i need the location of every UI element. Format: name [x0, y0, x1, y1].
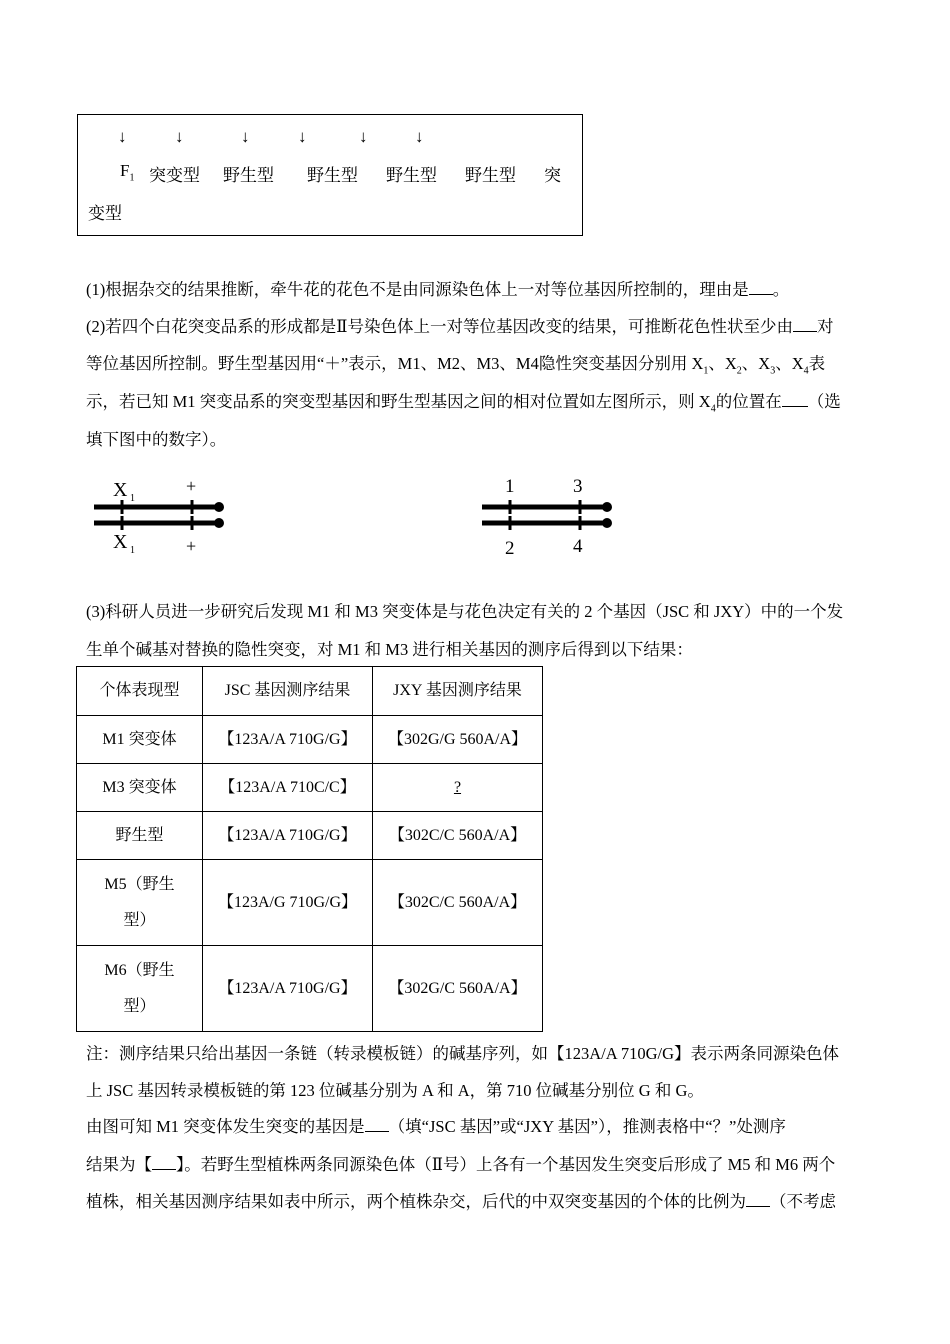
arrow: ↓: [118, 127, 127, 146]
arrow: ↓: [298, 127, 307, 146]
question-2-line-1: (2)若四个白花突变品系的形成都是Ⅱ号染色体上一对等位基因改变的结果，可推断花色性状至少由 对: [86, 317, 834, 336]
question-3-line-2: 生单个碱基对替换的隐性突变，对 M1 和 M3 进行相关基因的测序后得到以下结果：: [86, 640, 693, 659]
table-header-row: [77, 667, 543, 716]
table-row: [77, 716, 543, 764]
centromere: [214, 518, 224, 528]
table-header: JXY 基因测序结果: [373, 667, 543, 716]
note-line-1: 注：测序结果只给出基因一条链（转录模板链）的碱基序列，如【123A/A 710G/G】表示两条同源染色体: [86, 1044, 840, 1063]
table-cell: 【123A/A 710G/G】: [203, 812, 373, 860]
table-cell: 【123A/G 710G/G】: [203, 860, 373, 946]
sequencing-table: [76, 666, 543, 1032]
phenotype: 突: [544, 166, 561, 185]
table-cell: M1 突变体: [77, 716, 203, 764]
arrow: ↓: [415, 127, 424, 146]
answer-blank[interactable]: [365, 1117, 389, 1132]
centromere: [602, 502, 612, 512]
locus-subscript: 1: [130, 545, 135, 556]
position-label: 4: [573, 536, 583, 557]
tail-line-3: 植株，相关基因测序结果如表中所示，两个植株杂交，后代的中双突变基因的个体的比例为 （不考虑: [86, 1192, 836, 1211]
table-cell: 【123A/A 710G/G】: [203, 946, 373, 1032]
chromosome-diagram-left: [88, 470, 238, 562]
phenotype: 野生型: [307, 166, 358, 185]
table-row: [77, 812, 543, 860]
table-row: [77, 764, 543, 812]
unknown-value[interactable]: ?: [453, 778, 462, 796]
position-label: 1: [505, 476, 515, 497]
locus-label: X: [113, 531, 128, 553]
table-cell: 【302G/G 560A/A】: [373, 716, 543, 764]
answer-blank[interactable]: [152, 1155, 176, 1170]
arrow: ↓: [241, 127, 250, 146]
cross-result-box: [77, 114, 583, 236]
tail-line-2: 结果为【 】。若野生型植株两条同源染色体（Ⅱ号）上各有一个基因发生突变后形成了 M5 和 M6 两个: [86, 1155, 836, 1174]
table-cell: 【302G/C 560A/A】: [373, 946, 543, 1032]
arrow: ↓: [175, 127, 184, 146]
table-row: [77, 860, 543, 946]
table-cell: 【123A/A 710G/G】: [203, 716, 373, 764]
question-2-line-2: 等位基因所控制。野生型基因用“＋”表示，M1、M2、M3、M4隐性突变基因分别用 $X_1$、$X_2$、$X_3$、$X_4$表: [86, 354, 826, 377]
locus-subscript: 1: [130, 493, 135, 504]
table-cell-unknown: [373, 764, 543, 812]
locus-label: X: [113, 479, 128, 501]
phenotype: 突变型: [149, 166, 200, 185]
table-cell: M5（野生 型）: [77, 860, 203, 946]
f1-label: $F_1$: [120, 161, 135, 184]
locus-label: +: [186, 536, 197, 556]
table-cell: 【123A/A 710C/C】: [203, 764, 373, 812]
phenotype: 野生型: [465, 166, 516, 185]
centromere: [214, 502, 224, 512]
question-3-line-1: (3)科研人员进一步研究后发现 M1 和 M3 突变体是与花色决定有关的 2 个基因（JSC 和 JXY）中的一个发: [86, 602, 844, 621]
answer-blank[interactable]: [749, 280, 773, 295]
phenotype: 野生型: [223, 166, 274, 185]
table-header: 个体表现型: [77, 667, 203, 716]
answer-blank[interactable]: [782, 392, 808, 407]
chromosome-diagram-right: [476, 470, 626, 562]
centromere: [602, 518, 612, 528]
locus-label: +: [186, 476, 197, 496]
table-cell: 【302C/C 560A/A】: [373, 812, 543, 860]
table-cell: M3 突变体: [77, 764, 203, 812]
arrow: ↓: [359, 127, 368, 146]
table-cell: 【302C/C 560A/A】: [373, 860, 543, 946]
table-cell: M6（野生 型）: [77, 946, 203, 1032]
question-2-line-4: 填下图中的数字）。: [86, 430, 227, 449]
question-1: (1)根据杂交的结果推断，牵牛花的花色不是由同源染色体上一对等位基因所控制的，理由是 。: [86, 280, 790, 299]
table-header: JSC 基因测序结果: [203, 667, 373, 716]
question-2-line-3: 示，若已知 M1 突变品系的突变型基因和野生型基因之间的相对位置如左图所示，则 $X_4$的位置在 （选: [86, 392, 841, 415]
position-label: 2: [505, 538, 515, 559]
position-label: 3: [573, 476, 583, 497]
phenotype: 野生型: [386, 166, 437, 185]
answer-blank[interactable]: [746, 1192, 770, 1207]
table-row: [77, 946, 543, 1032]
table-cell: 野生型: [77, 812, 203, 860]
note-line-2: 上 JSC 基因转录模板链的第 123 位碱基分别为 A 和 A，第 710 位碱基分别位 G 和 G。: [86, 1081, 704, 1100]
answer-blank[interactable]: [793, 317, 817, 332]
tail-line-1: 由图可知 M1 突变体发生突变的基因是 （填“JSC 基因”或“JXY 基因”），推测表格中“？”处测序: [86, 1117, 786, 1136]
phenotype-wrap: 变型: [88, 204, 122, 223]
